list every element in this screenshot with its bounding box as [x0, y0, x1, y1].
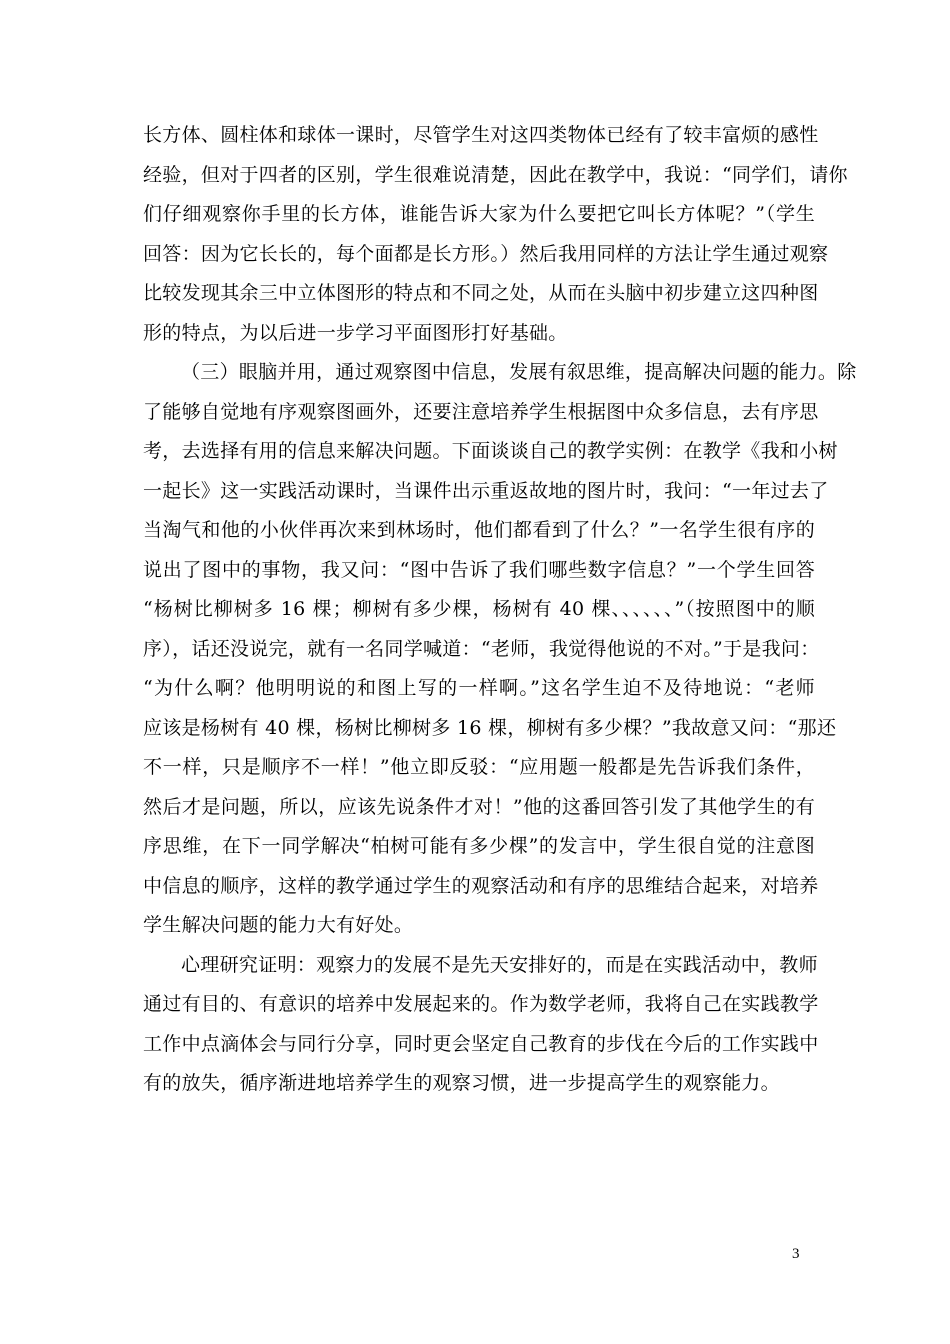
text-line: 然后才是问题，所以，应该先说条件才对！”他的这番回答引发了其他学生的有: [143, 795, 815, 818]
text-line: “杨树比柳树多 16 棵；柳树有多少棵，杨树有 40 棵、、、、、、”（按照图中的顺: [143, 598, 815, 620]
text-line: 有的放失，循序渐进地培养学生的观察习惯，进一步提高学生的观察能力。: [143, 1072, 780, 1094]
text-line: 工作中点滴体会与同行分享，同时更会坚定自己教育的步伐在今后的工作实践中: [143, 1032, 819, 1055]
text-line: 比较发现其余三中立体图形的特点和不同之处，从而在头脑中初步建立这四种图: [143, 282, 819, 304]
text-line: 考，去选择有用的信息来解决问题。下面谈谈自己的教学实例：在教学《我和小树: [143, 440, 838, 462]
text-line: 长方体、圆柱体和球体一课时，尽管学生对这四类物体已经有了较丰富烦的感性: [143, 124, 819, 146]
text-line: 不一样，只是顺序不一样！”他立即反驳：“应用题一般都是先告诉我们条件，: [143, 756, 815, 778]
text-line: 说出了图中的事物，我又问：“图中告诉了我们哪些数字信息？”一个学生回答: [143, 558, 815, 581]
text-line: 应该是杨树有 40 棵，杨树比柳树多 16 棵，柳树有多少棵？”我故意又问：“那还: [143, 716, 837, 739]
page-number: 3: [792, 1246, 800, 1262]
text-line: 形的特点，为以后进一步学习平面图形打好基础。: [143, 321, 568, 344]
text-line: 经验，但对于四者的区别，学生很难说清楚，因此在教学中，我说：“同学们，请你: [143, 163, 848, 186]
text-line: 序思维，在下一同学解决“柏树可能有多少棵”的发言中，学生很自觉的注意图: [143, 835, 815, 857]
text-line: 一起长》这一实践活动课时，当课件出示重返故地的图片时，我问：“一年过去了: [143, 479, 829, 502]
text-line: 学生解决问题的能力大有好处。: [143, 914, 414, 936]
paragraph-start-line: （三）眼脑并用，通过观察图中信息，发展有叙思维，提高解决问题的能力。除: [181, 361, 857, 383]
text-line: 了能够自觉地有序观察图画外，还要注意培养学生根据图中众多信息，去有序思: [143, 400, 819, 423]
text-line: “为什么啊？他明明说的和图上写的一样啊。”这名学生迫不及待地说：“老师: [143, 677, 815, 699]
text-line: 通过有目的、有意识的培养中发展起来的。作为数学老师，我将自己在实践教学: [143, 993, 819, 1015]
text-line: 中信息的顺序，这样的教学通过学生的观察活动和有序的思维结合起来，对培养: [143, 874, 819, 897]
body-text: [143, 116, 857, 1104]
text-line: 回答：因为它长长的，每个面都是长方形。）然后我用同样的方法让学生通过观察: [143, 242, 829, 265]
text-line: 序），话还没说完，就有一名同学喊道：“老师，我觉得他说的不对。”于是我问：: [143, 637, 820, 660]
paragraph-start-line: 心理研究证明：观察力的发展不是先天安排好的，而是在实践活动中，教师: [181, 953, 818, 976]
text-line: 当淘气和他的小伙伴再次来到林场时，他们都看到了什么？”一名学生很有序的: [143, 519, 815, 541]
text-line: 们仔细观察你手里的长方体，谁能告诉大家为什么要把它叫长方体呢？”（学生: [143, 203, 815, 225]
